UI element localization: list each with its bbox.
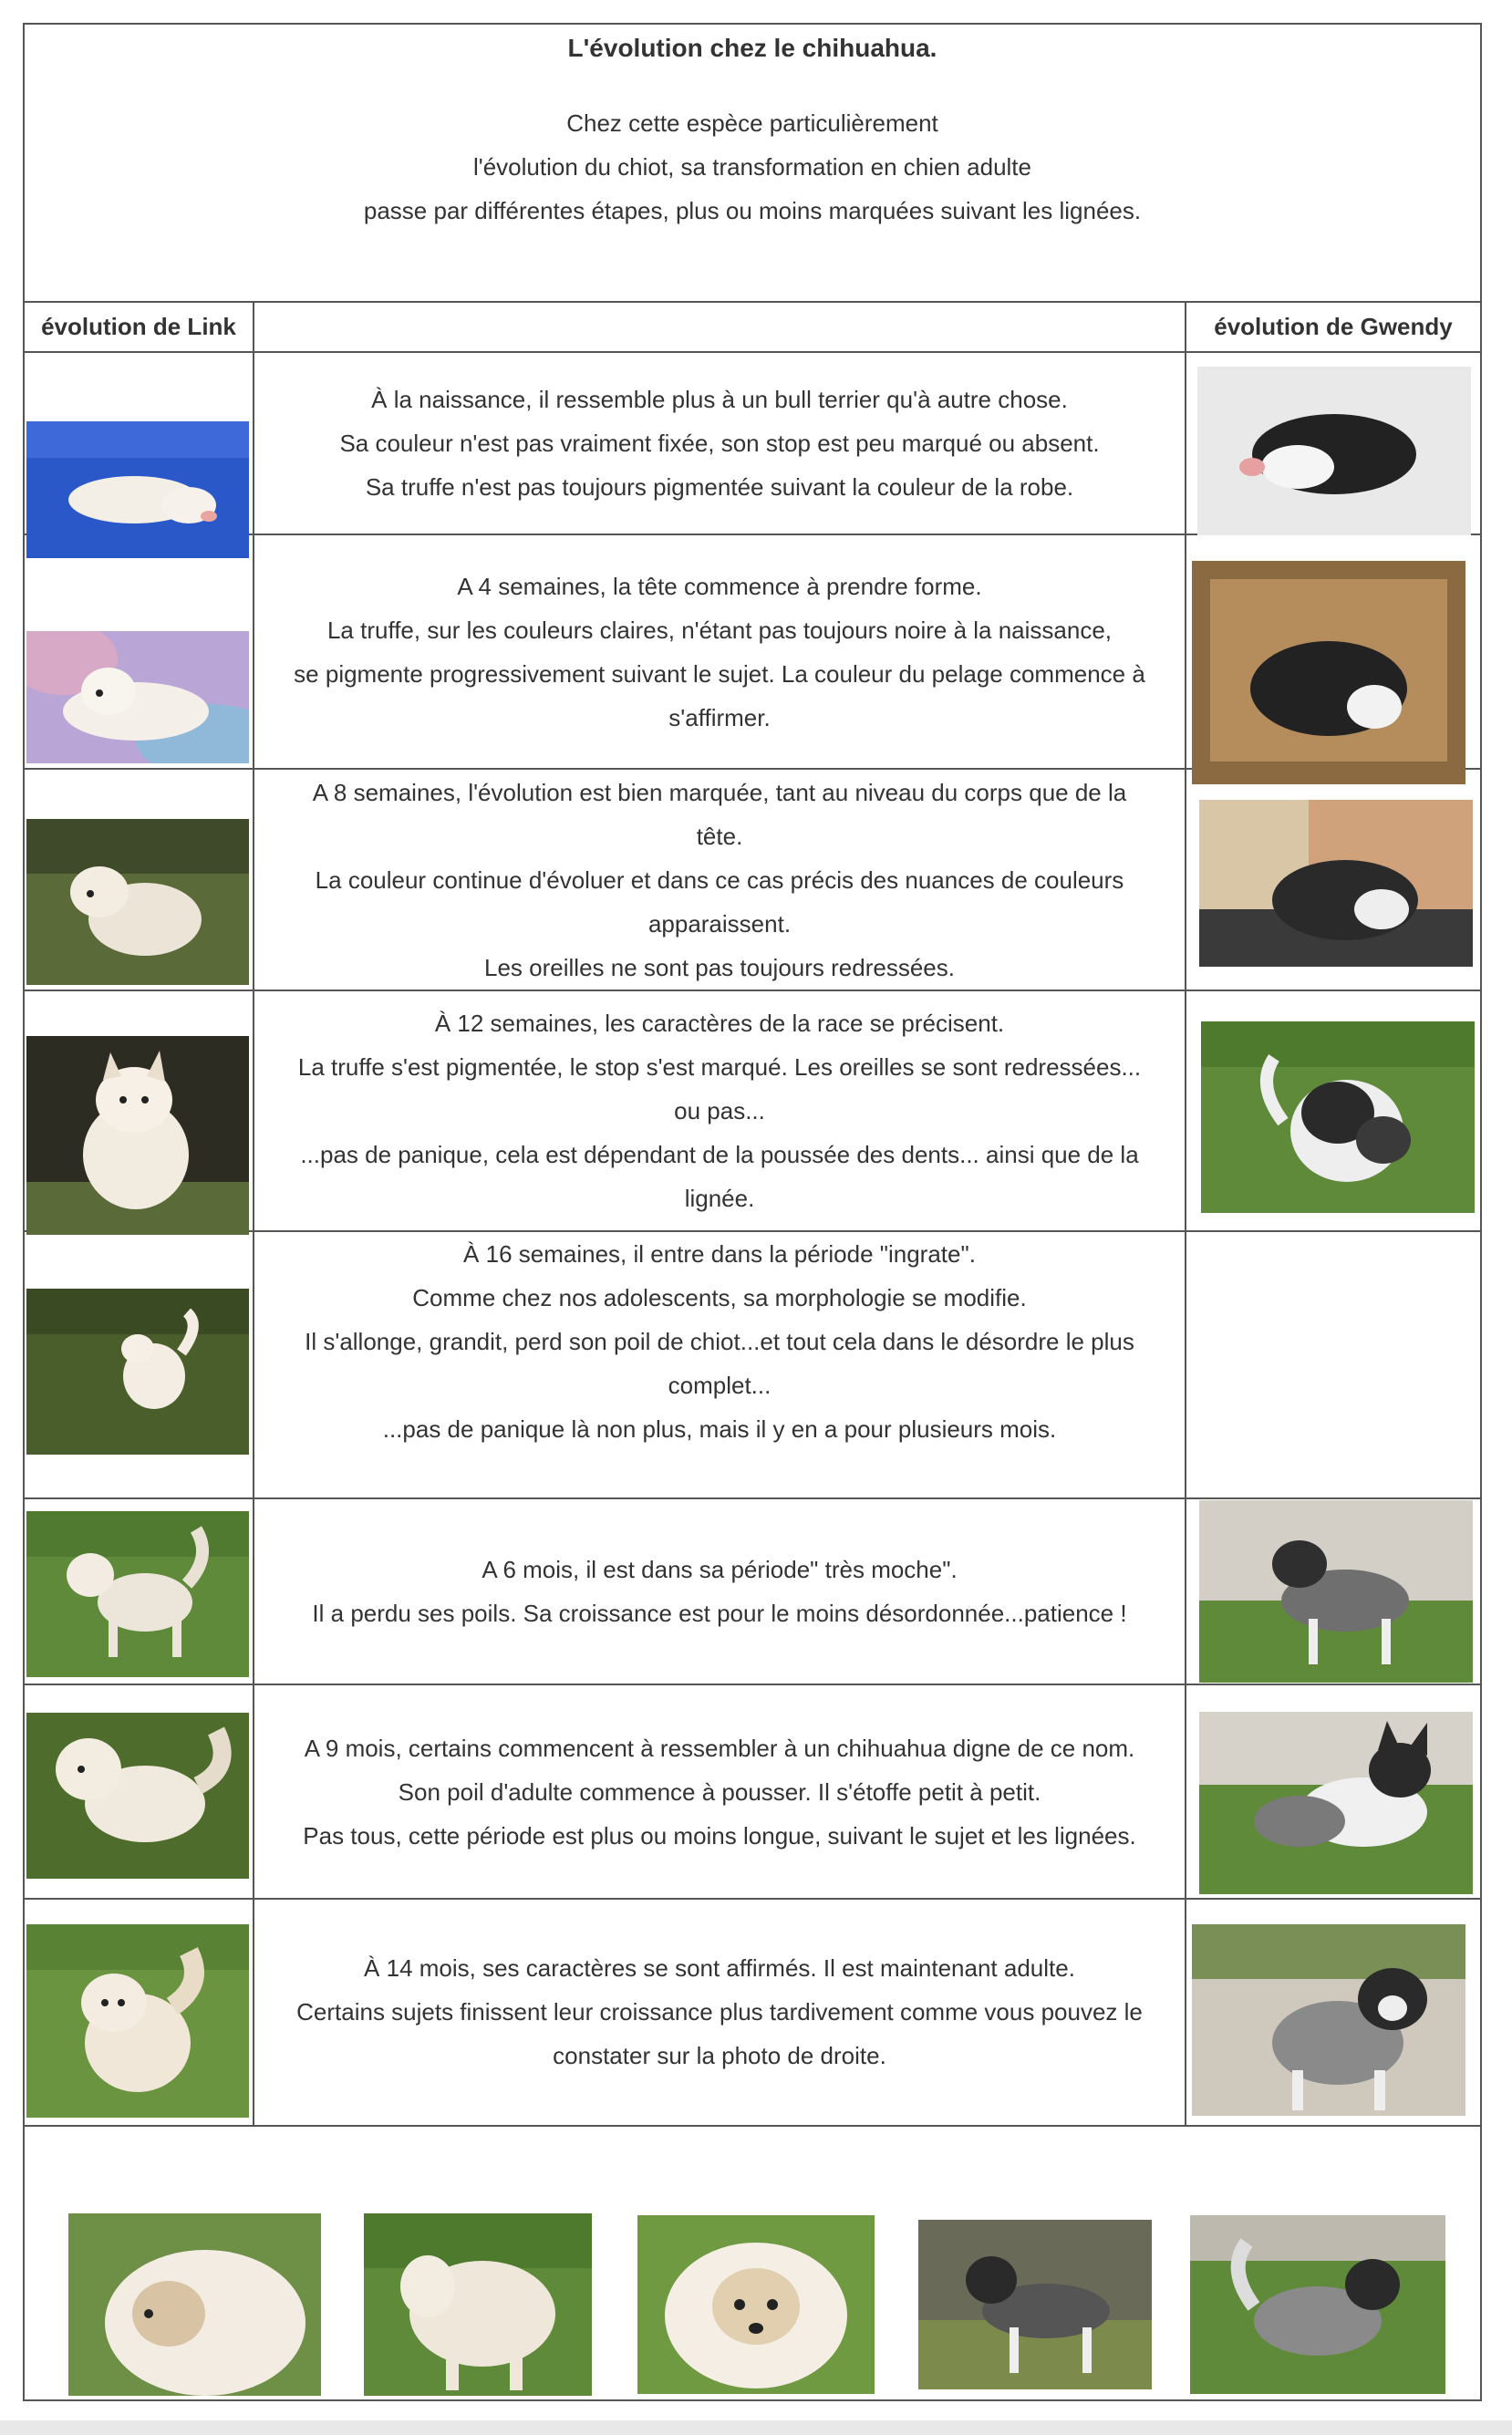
row-line: constater sur la photo de droite. bbox=[553, 2041, 886, 2069]
row-line: Pas tous, cette période est plus ou moins longue, suivant le sujet et les lignées. bbox=[303, 1821, 1136, 1850]
photo-gwendy-4-weeks bbox=[1192, 561, 1465, 784]
intro-text bbox=[25, 101, 1480, 233]
row-line: À la naissance, il ressemble plus à un bull terrier qu'à autre chose. bbox=[371, 386, 1068, 413]
row-line: Son poil d'adulte commence à pousser. Il s'étoffe petit à petit. bbox=[398, 1777, 1041, 1806]
column-divider bbox=[1185, 303, 1186, 2125]
photo-gwendy-12-weeks bbox=[1201, 1021, 1475, 1213]
row-line: À 12 semaines, les caractères de la race se précisent. bbox=[434, 1010, 1005, 1037]
row-line: Certains sujets finissent leur croissance plus tardivement comme vous pouvez le bbox=[296, 1997, 1143, 2026]
row-line: se pigmente progressivement suivant le sujet. La couleur du pelage commence à bbox=[294, 659, 1145, 688]
row-line: A 6 mois, il est dans sa période" très moche". bbox=[482, 1556, 958, 1583]
row-line: À 16 semaines, il entre dans la période "ingrate". bbox=[463, 1240, 976, 1268]
gallery-photo bbox=[637, 2215, 875, 2394]
photo-link-4-weeks bbox=[26, 631, 249, 763]
row-line: s'affirmer. bbox=[668, 703, 771, 731]
header-link: évolution de Link bbox=[41, 313, 236, 340]
photo-gwendy-birth bbox=[1197, 367, 1471, 535]
row-line: lignée. bbox=[684, 1185, 755, 1212]
row-line: A 9 mois, certains commencent à ressembler à un chihuahua digne de ce nom. bbox=[304, 1734, 1135, 1762]
row-line: Il a perdu ses poils. Sa croissance est pour le moins désordonnée...patience ! bbox=[312, 1600, 1127, 1627]
photo-gwendy-9-months bbox=[1199, 1712, 1473, 1894]
row-line: A 8 semaines, l'évolution est bien marquée, tant au niveau du corps que de la bbox=[312, 778, 1127, 806]
row-line: tête. bbox=[696, 822, 743, 850]
photo-link-12-weeks bbox=[26, 1036, 249, 1235]
intro-line: Chez cette espèce particulièrement bbox=[566, 109, 938, 137]
row-line: Il s'allonge, grandit, perd son poil de chiot...et tout cela dans le désordre le plus bbox=[305, 1328, 1134, 1355]
photo-link-9-months bbox=[26, 1713, 249, 1879]
gallery-photo bbox=[918, 2220, 1152, 2389]
page-title: L'évolution chez le chihuahua. bbox=[567, 34, 937, 62]
row-text-6-months bbox=[254, 1499, 1185, 1684]
row-line: Sa couleur n'est pas vraiment fixée, son stop est peu marqué ou absent. bbox=[339, 430, 1100, 457]
row-line: Comme chez nos adolescents, sa morphologie se modifie. bbox=[412, 1284, 1027, 1311]
photo-link-birth bbox=[26, 421, 249, 558]
row-text-16-weeks bbox=[254, 1232, 1185, 1497]
row-line: À 14 mois, ses caractères se sont affirmés. Il est maintenant adulte. bbox=[364, 1953, 1075, 1982]
intro-line: passe par différentes étapes, plus ou moins marquées suivant les lignées. bbox=[363, 197, 1142, 224]
header-gwendy: évolution de Gwendy bbox=[1214, 313, 1453, 340]
evolution-table bbox=[25, 301, 1480, 2127]
gallery-photo bbox=[1190, 2215, 1445, 2394]
row-line: La truffe s'est pigmentée, le stop s'est marqué. Les oreilles se sont redressées... bbox=[297, 1053, 1142, 1081]
photo-link-8-weeks bbox=[26, 819, 249, 985]
intro-line: l'évolution du chiot, sa transformation en chien adulte bbox=[472, 153, 1031, 181]
photo-link-6-months bbox=[26, 1511, 249, 1677]
row-text-14-months bbox=[254, 1900, 1185, 2123]
row-line: complet... bbox=[668, 1372, 772, 1399]
photo-gwendy-14-months bbox=[1192, 1924, 1465, 2116]
photo-gwendy-6-months bbox=[1199, 1500, 1473, 1683]
photo-gwendy-8-weeks bbox=[1199, 800, 1473, 967]
row-line: ...pas de panique, cela est dépendant de la poussée des dents... ainsi que de la bbox=[300, 1141, 1139, 1168]
row-line: ou pas... bbox=[674, 1097, 765, 1124]
gallery-photo bbox=[364, 2213, 592, 2396]
row-line: La couleur continue d'évoluer et dans ce cas précis des nuances de couleurs bbox=[315, 865, 1124, 894]
row-text-4-weeks bbox=[254, 535, 1185, 768]
header-middle bbox=[254, 303, 1185, 351]
row-line: Sa truffe n'est pas toujours pigmentée suivant la couleur de la robe. bbox=[365, 473, 1074, 501]
row-line: Les oreilles ne sont pas toujours redressées. bbox=[484, 953, 955, 981]
row-text-birth bbox=[254, 353, 1185, 534]
article-frame bbox=[23, 23, 1482, 2401]
row-text-8-weeks bbox=[254, 770, 1185, 990]
row-line: A 4 semaines, la tête commence à prendre forme. bbox=[457, 572, 982, 600]
row-line: La truffe, sur les couleurs claires, n'étant pas toujours noire à la naissance, bbox=[326, 616, 1113, 644]
photo-link-14-months bbox=[26, 1924, 249, 2118]
row-line: ...pas de panique là non plus, mais il y en a pour plusieurs mois. bbox=[382, 1415, 1057, 1443]
row-text-12-weeks bbox=[254, 991, 1185, 1230]
gallery-photo bbox=[68, 2213, 321, 2396]
photo-link-16-weeks bbox=[26, 1289, 249, 1455]
row-text-9-months bbox=[254, 1685, 1185, 1898]
row-line: apparaissent. bbox=[647, 909, 792, 938]
